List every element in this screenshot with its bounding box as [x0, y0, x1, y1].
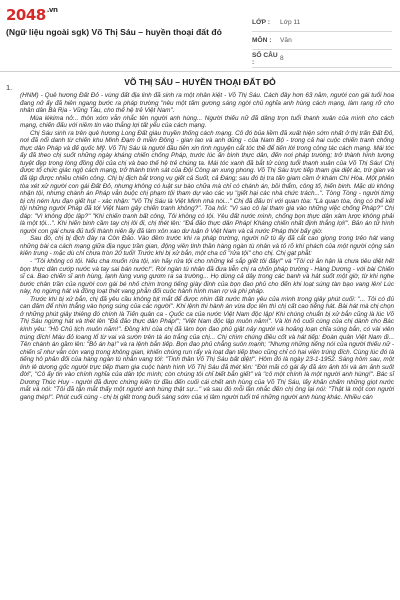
paragraph: Chị Sáu sinh ra trên quê hương Long Đất giàu truyền thống cách mạng. Cô đó bủa liềm đã xuất hiện sớm nhất ở thị trấn Đất Đỏ, nơi đã nổi danh từ chiến khu Minh Đạm ở miền Đông - gian lao và anh dũng - của Nam Bộ - trong cả hai cuộc chiến tranh chống thực dân Pháp và đế quốc Mỹ. Võ Thị Sáu là người đầu tiên xin tình nguyện cắt tóc thề để tiến lời trong công tác cách mạng. Mái tóc ấy đã theo chị suốt những ngày kháng chiến chống Pháp, trước lúc ấn bình thực dân, đến nơi pháp trường; trở thành hình tượng tuyệt đẹp trong lòng đồng đội của chị và bao thế hệ trẻ chúng ta. Mái tóc xanh đã bắt tử cùng tuổi thanh xuân của Võ Thị Sáu! Chị được tổ chức giác ngộ cách mạng, trở thành trinh sát của Đội Công an xung phong. Võ Thị Sáu trực tiếp tham gia diệt ác, trừ gian và đã lập được nhiều chiến công. Chị bị địch bắt trong vụ giết cả Suốt, cả Đáng; sau đó bị tra tấn giam cầm ở khám Chí Hòa. Một phiên tòa xét xử người con gái Đất Đỏ, nhưng không có luật sư bào chữa mà chỉ có chánh án, bồi thẩm, công tố, hiến binh. Mặc dù không nhận tội, nhưng chánh án Pháp vẫn buộc chị phạm tội tham dự vào các vụ "giết hại các nhà chức trách...". Tòng Tòng - người từng bị chị ném lựu đạn giết hụt - xác nhận: "Võ Thị Sáu là Việt Minh nhà nòi..." Chị đã đấu trí với quan tòa: "Là quan tòa, ông có thể kết tội những người Pháp đã tới Việt Nam gây chiến tranh không?". Tòa hỏi: "Vì sao cô lại tham gia vào những việc chống Pháp?" Chị đáp: "Vì không độc lập?" "Khi chiến tranh bất công, Tôi không có tội. Yêu đất nước mình, chống bọn thực dân xâm lược không phải là một tội...". Khi hiến binh cầm tay chị lôi đi, chị thét lên: "Đả đảo thực dân Pháp! Kháng chiến nhất định thắng lợi!". Bản án tử hình người con gái chưa đủ tuổi thành niên ấy đã làm xôn xao dư luận ở Việt Nam và cả nước Pháp thời bấy giờ.	[20, 129, 394, 235]
question-number: 1.	[6, 83, 13, 92]
meta-label: LỚP :	[252, 19, 270, 26]
meta-row-grade	[252, 14, 392, 32]
meta-table	[252, 14, 392, 68]
meta-value: 8	[280, 55, 284, 62]
page-header	[0, 0, 400, 72]
meta-row-question-count	[252, 50, 392, 68]
paragraph: Mùa lékima nở... thôn xóm vẫn nhắc tên người anh hùng... Người thiếu nữ đã dâng trọn tuổi thanh xuân của mình cho cách mạng, chiến đấu với niềm tin vào thắng lợi tất yếu của cách mạng.	[20, 114, 394, 130]
essay-title: VÕ THỊ SÁU – HUYỀN THOẠI ĐẤT ĐỎ	[124, 77, 276, 87]
paragraph: Sau đó, chị bị địch đày ra Côn Đảo. Vào đêm trước khi ra pháp trường, người nữ tù ấy đã cắt cao giọng trong trẻo hát vang những bài ca cách mạng giữa địa ngục trần gian, động viên tinh thần hàng ngàn tù nhân và tỏ rõ khí phách của một người cộng sản kiên trung - mặc dù chỉ chưa tròn 20 tuổi! Trước khi bị xử bắn, một cha cố "rửa tội" cho chị. Chị gạt phắt:	[20, 235, 394, 258]
document-title: (Ngữ liệu ngoài sgk) Võ Thị Sáu – huyền thoại đất đỏ	[6, 27, 222, 37]
meta-value: Văn	[280, 37, 292, 44]
meta-row-subject	[252, 32, 392, 50]
logo-ext: .vn	[46, 6, 58, 14]
meta-label: MÔN :	[252, 37, 272, 44]
essay-body	[20, 92, 394, 401]
paragraph: Trước khi bị xử bắn, chị đã yêu cầu không bịt mắt để được nhìn đất nước thân yêu của mình trong giây phút cuối: "... Tôi có đủ can đảm để nhìn thẳng vào họng súng của các người". Khi lệnh thi hành án vừa đọc lên thì chị cất cao tiếng hát. Bài hát mà chị chọn ở những phút giây thiêng đó chính là Tiến quân ca - Quốc ca của nước Việt Nam độc lập! Khi chúng chuẩn bị xử bắn cũng là lúc Võ Thị Sáu ngừng hát và thét lên "Đả đảo thực dân Pháp!"; "Việt Nam độc lập muôn năm!". Và lời hô cuối cùng của chị dành cho Bác kính yêu: "Hồ Chủ tịch muôn năm!". Đồng khí của chị đã làm bọn đao phủ giật nảy người và hoảng loạn chĩa súng bắn, có vài viên trúng đích! Máu đỏ loang lổ từ vai và sườn trên tà áo trắng của chị... Chị chìm chúng điều cốt và hát tiếp: Đoàn quân Việt Nam đi... Tên chánh án gầm lên: "Bỏ án hạ!" và ra lệnh bắn tiếp. Bọn đao phủ chẳng suôn mạnh; "Nhưng những tiếng nói của người thiếu nữ - chiến sĩ như vẫn còn vang trong không gian, khiến chúng run rẩy và loạt đạn tiếp theo cũng chỉ có hai viên trúng đích. Cùng lúc đó là tiếng hô phản đối của hàng ngàn tù nhân vang tới: "Tinh thần Võ Thị Sáu bất diệt!". Hôm đó là ngày 23-1-1952. Sáng hôm sau, một linh lê dương gốc người trực tiếp tham gia cuộc hành hình Võ Thị Sáu đã thét lên: "Đời mãi cô gái ấy đã ám ảnh tôi và ám ảnh suốt đời", "Cô ấy tin vào chính nghĩa của dân tộc mình; còn chúng tôi chỉ biết bắn giết" và "cô một chính là một người anh hùng!". Bác sĩ Dương Thúc Huy - người đã được chứng kiến từ đầu đến cuối cái chết anh hùng của Võ Thị Sáu, lấy khăn chấm những giọt nước mắt và nói: "Tôi đã tận mắt thấy một người anh hùng thật sự..." và sau đó mỗi lần nhắc đến chị ông lại nói: "Thật là một con người gang thép!". Phút cuối cùng - chị bị giết trong buổi sáng sớm của vị lâm người tuổi trẻ những người anh hùng khác. Nhiều cán	[20, 295, 394, 401]
paragraph: (HNM) - Quê hương Đất Đỏ - vùng đất địa linh đã sinh ra một nhân kiệt - Võ Thị Sáu. Cách đây hơn 63 năm, người con gái tuổi hoa đang nở ấy đã hiên ngang bước ra pháp trường "nêu một tấm gương sáng ngời chủ nghĩa anh hùng cách mạng, làm rạng rỡ cho nhân dân Bà Rịa - Vũng Tàu, cho thế hệ trẻ Việt Nam".	[20, 92, 394, 115]
logo-main: 2048	[6, 6, 46, 24]
meta-value: Lớp 11	[280, 19, 301, 26]
site-logo[interactable]	[6, 6, 57, 24]
paragraph: - "Tôi không có tội. Nếu cha muốn rửa tội, xin hãy rửa tội cho những kẻ sắp giết tôi đây!" và "Tôi cứ ăn hận là chưa tiêu diệt hết bọn thực dân cướp nước và tay sai bán nước!". Rời ngàn tù nhân đã đưa tiễn chị ra chốn pháp trường - Hàng Dương - với bài Chiến sĩ ca. Bao chiến sĩ anh hùng, lạnh lùng vung gươm ra sa trường... Họ dùng cả dây trong các banh và hát suốt một giờ, từ khi nghe bước chân trần của người con gái bé nhỏ chìm trong tiếng giày đinh của bọn đao phủ cho đến khi loạt súng tàn bạo vang lên! Lúc này, họ ngừng hát và đồng loạt thét vang phẫn đối cuộc hành hình man rợ và phi pháp.	[20, 258, 394, 296]
meta-label: SỐ CÂU :	[252, 51, 278, 66]
